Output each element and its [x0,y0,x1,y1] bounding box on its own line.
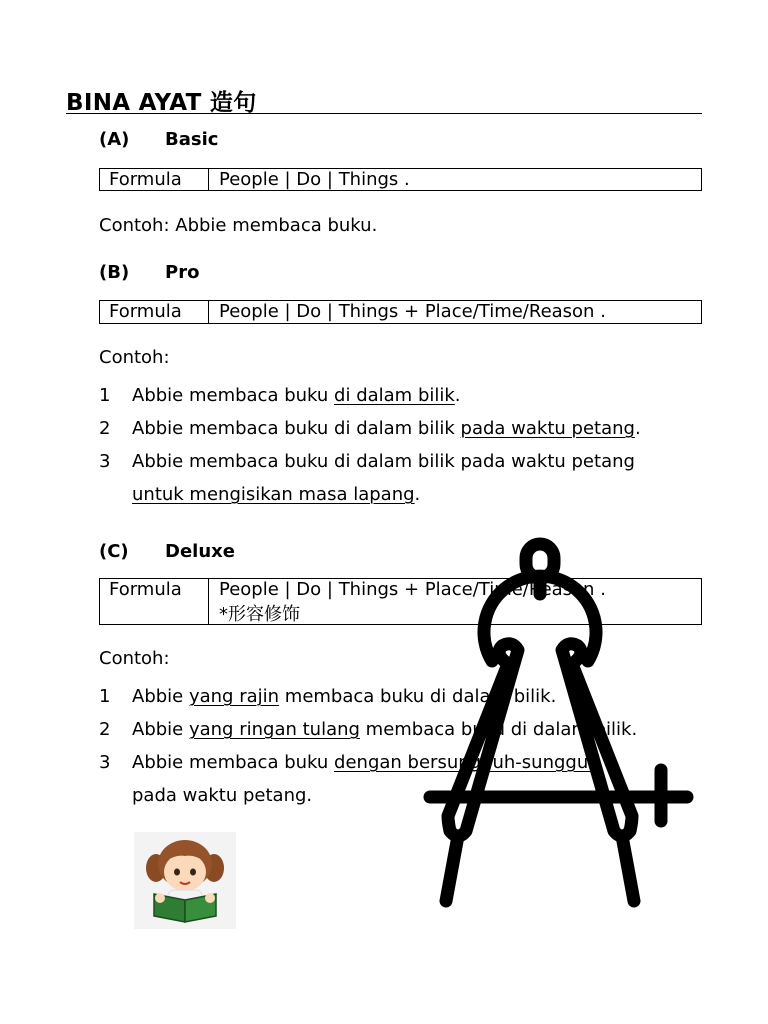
pro-example-3 [99,451,635,472]
section-c-heading [99,541,235,562]
pro-example-2 [99,418,641,439]
drawing-compass-icon [420,536,700,916]
list-number: 2 [99,719,111,740]
formula-deluxe-note: *形容修饰 [219,604,300,625]
example-text: Abbie membaca buku [132,752,335,773]
example-text: Abbie [132,686,189,707]
formula-label: Formula [100,579,209,624]
list-number: 2 [99,418,111,439]
formula-label: Formula [100,301,209,323]
section-a-name: Basic [165,129,219,150]
example-text: Abbie membaca buku di dalam bilik [132,418,461,439]
title-divider [66,113,702,114]
list-number: 3 [99,451,111,472]
formula-pro-box [99,300,702,324]
example-text: Abbie membaca buku [132,385,335,406]
example-text: membaca buku di dalam bilik. [359,719,638,740]
underlined-phrase: yang rajin [188,686,280,707]
list-number: 1 [99,385,111,406]
underlined-phrase: yang ringan tulang [188,719,360,740]
underlined-phrase: pada waktu petang [460,418,635,439]
page-title: BINA AYAT 造句 [66,90,257,116]
section-c-name: Deluxe [165,541,235,562]
example-text: Abbie [132,719,189,740]
underlined-phrase: untuk mengisikan masa lapang [132,484,415,505]
contoh-basic: Contoh: Abbie membaca buku. [99,215,378,236]
deluxe-example-3-cont: pada waktu petang. [132,785,313,806]
section-a-letter: (A) [99,129,130,150]
underlined-phrase: dengan bersungguh-sungguh [334,752,600,773]
section-c-letter: (C) [99,541,129,562]
example-text: . [454,385,461,406]
section-b-letter: (B) [99,262,130,283]
example-text: Abbie membaca buku di dalam bilik pada waktu petang [132,451,635,472]
section-a-heading [99,129,218,150]
list-number: 1 [99,686,111,707]
section-b-name: Pro [165,262,200,283]
pro-example-1 [99,385,461,406]
section-b-heading [99,262,199,283]
list-number: 3 [99,752,111,773]
formula-basic-value: People | Do | Things . [219,169,410,190]
formula-pro-value: People | Do | Things + Place/Time/Reason . [219,301,606,322]
contoh-deluxe-label: Contoh: [99,648,170,669]
formula-basic-box [99,168,702,191]
pro-example-3-cont [132,484,420,505]
child-reading-illustration [134,832,236,929]
underlined-phrase: di dalam bilik [334,385,455,406]
formula-label: Formula [100,169,209,190]
example-text: . [414,484,421,505]
contoh-pro-label: Contoh: [99,347,170,368]
formula-deluxe-value: People | Do | Things + Place/Time/Reason . [219,579,606,600]
example-text: . [634,418,641,439]
example-text: membaca buku di dalam bilik. [279,686,557,707]
